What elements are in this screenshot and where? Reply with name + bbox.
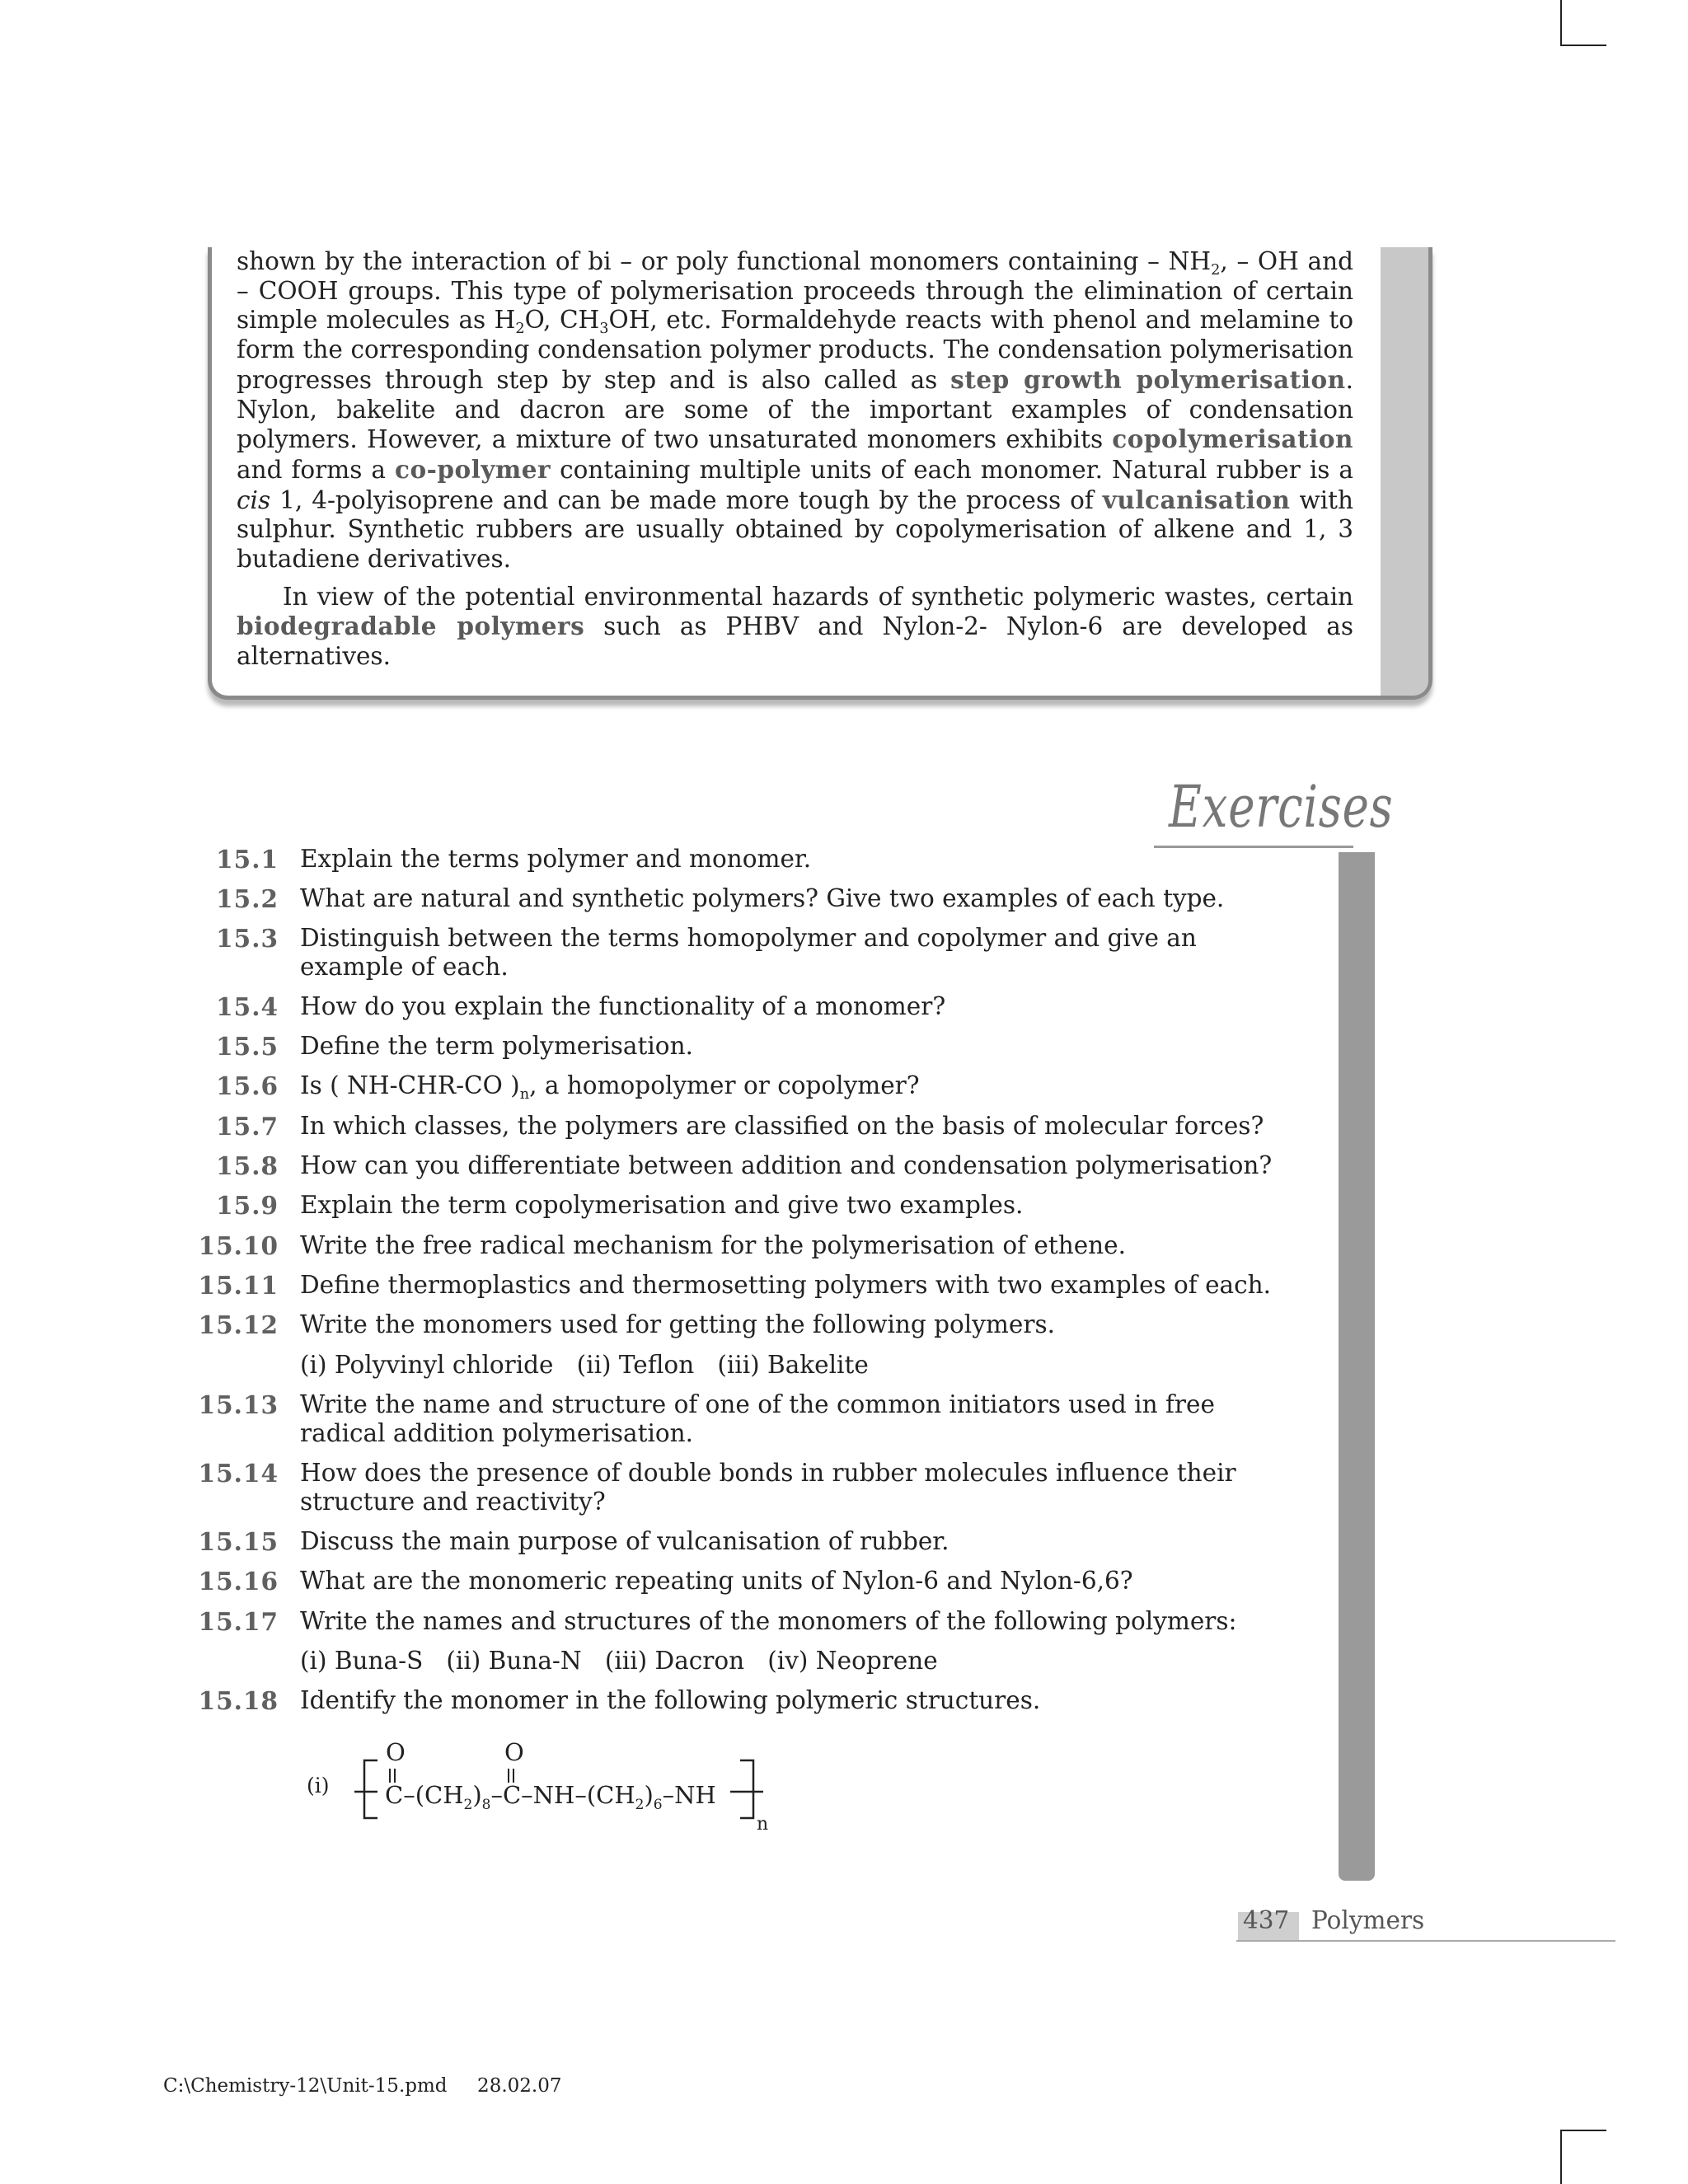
exercise-number: 15.18: [198, 1686, 279, 1715]
exercise-line: What are the monomeric repeating units of Nylon-6 and Nylon-6,6?: [300, 1567, 1133, 1595]
exercise-line: Write the name and structure of one of the common initiators used in free: [300, 1390, 1215, 1418]
exercise-text: [300, 1390, 1363, 1448]
exercise-options: (i) Buna-S (ii) Buna-N (iii) Dacron (iv) Neoprene: [300, 1647, 938, 1675]
exercise-number: 15.5: [216, 1032, 279, 1061]
exercise-text: [300, 1032, 1363, 1061]
polymer-structure-formula: [305, 1737, 799, 1836]
text-run: . Nylon, bakelite and dacron are some of the important examples of condensation polymers. However, a mixture of two unsaturated monomers exhibits: [237, 365, 1353, 454]
formula-subscript-n: n: [757, 1814, 769, 1835]
exercise-line: How does the presence of double bonds in rubber molecules influence their: [300, 1459, 1236, 1487]
exercise-number: 15.14: [198, 1459, 279, 1488]
exercise-text: [300, 1151, 1363, 1180]
text-run: and forms a: [237, 455, 396, 484]
crop-mark-top-horizontal: [1560, 45, 1606, 46]
exercise-line: How do you explain the functionality of a monomer?: [300, 992, 946, 1020]
exercise-line: structure and reactivity?: [300, 1488, 606, 1516]
crop-mark-top-vertical: [1560, 0, 1562, 46]
exercise-text: [300, 1686, 1363, 1715]
exercise-number: 15.2: [216, 884, 279, 913]
exercise-line: Is ( NH-CHR-CO )$_n$, a homopolymer or copolymer?: [300, 1071, 920, 1104]
exercise-number: 15.8: [216, 1151, 279, 1180]
exercise-line: Distinguish between the terms homopolymer and copolymer and give an: [300, 924, 1197, 952]
text-run: shown by the interaction of bi – or poly functional monomers containing – NH: [237, 247, 1212, 275]
exercise-text: [300, 845, 1363, 874]
exercise-text: [300, 1310, 1363, 1339]
summary-side-bar: [1381, 247, 1428, 696]
exercise-line: In which classes, the polymers are classified on the basis of molecular forces?: [300, 1112, 1264, 1140]
exercise-number: 15.10: [198, 1231, 279, 1260]
crop-mark-bottom-horizontal: [1560, 2130, 1606, 2131]
exercise-number: 15.4: [216, 992, 279, 1021]
text-run: In view of the potential environmental hazards of synthetic polymeric wastes, certain: [283, 582, 1353, 611]
exercise-number: 15.17: [198, 1607, 279, 1636]
exercises-heading: Exercises: [1169, 773, 1394, 841]
exercise-text: [300, 1459, 1363, 1516]
exercise-line: radical addition polymerisation.: [300, 1419, 694, 1447]
summary-paragraph-2: [237, 583, 1353, 672]
formula-right-bracket: [740, 1760, 753, 1818]
exercise-number: 15.13: [198, 1390, 279, 1419]
exercise-number: 15.1: [216, 845, 279, 874]
exercise-text: [300, 1231, 1363, 1260]
text-run: OH, etc. Formaldehyde reacts with phenol and melamine to form the corresponding condensation polymer products. The condensation polymerisation progresses through step by step and is also called as: [237, 306, 1353, 394]
exercise-line: Write the names and structures of the monomers of the following polymers:: [300, 1607, 1237, 1635]
subscript: 2: [515, 321, 525, 338]
exercise-number: 15.16: [198, 1567, 279, 1596]
crop-mark-bottom-vertical: [1560, 2130, 1562, 2184]
formula-label: (i): [307, 1774, 330, 1797]
formula-chain: $C-(CH_2)_8-C-NH-(CH_2)_6-NH$: [385, 1781, 716, 1813]
exercise-text: [300, 1112, 1363, 1141]
summary-paragraph-1: [237, 247, 1353, 574]
keyword-term: co-polymer: [395, 454, 551, 484]
exercise-text: [300, 1071, 1363, 1104]
exercise-line: Write the free radical mechanism for the polymerisation of ethene.: [300, 1231, 1126, 1259]
text-run: such as PHBV and Nylon-2- Nylon-6 are developed as alternatives.: [237, 612, 1354, 671]
text-run: O, CH: [524, 306, 600, 335]
keyword-term: step growth polymerisation: [950, 364, 1346, 394]
formula-oxygen-2: O: [504, 1738, 524, 1766]
exercise-text: [300, 1191, 1363, 1220]
exercise-line: Explain the term copolymerisation and give two examples.: [300, 1191, 1024, 1219]
exercise-line: Write the monomers used for getting the following polymers.: [300, 1310, 1055, 1338]
exercise-line: Explain the terms polymer and monomer.: [300, 845, 812, 873]
exercise-line: example of each.: [300, 953, 509, 981]
text-run: , – OH and – COOH groups. This type of polymerisation proceeds through the elimination of certain simple molecules as H: [237, 247, 1354, 335]
exercise-text: [300, 1271, 1363, 1300]
exercise-text: [300, 884, 1363, 913]
exercise-number: 15.9: [216, 1191, 279, 1220]
exercise-options: (i) Polyvinyl chloride (ii) Teflon (iii) Bakelite: [300, 1351, 869, 1379]
exercise-number: 15.7: [216, 1112, 279, 1141]
subscript: n: [519, 1086, 530, 1104]
subscript: 2: [1211, 262, 1221, 279]
italic-term: cis: [237, 485, 271, 514]
exercise-text: [300, 1527, 1363, 1556]
summary-box: [208, 247, 1432, 700]
exercise-number: 15.15: [198, 1527, 279, 1556]
exercise-text: [300, 1567, 1363, 1596]
file-info: C:\Chemistry-12\Unit-15.pmd 28.02.07: [163, 2075, 562, 2097]
keyword-term: copolymerisation: [1112, 424, 1353, 454]
page-number: 437: [1243, 1906, 1290, 1934]
exercise-line: Define thermoplastics and thermosetting polymers with two examples of each.: [300, 1271, 1272, 1299]
exercise-text: [300, 924, 1363, 982]
text-run: 1, 4-polyisoprene and can be made more tough by the process of: [270, 485, 1103, 514]
exercise-line: Discuss the main purpose of vulcanisation of rubber.: [300, 1527, 950, 1555]
keyword-term: biodegradable polymers: [237, 612, 585, 641]
exercise-number: 15.3: [216, 924, 279, 953]
text-run: with sulphur. Synthetic rubbers are usually obtained by copolymerisation of alkene and 1, 3 butadiene derivatives.: [237, 485, 1353, 574]
formula-left-bracket: [364, 1760, 377, 1818]
footer-rule: [1236, 1940, 1615, 1942]
text-run: containing multiple units of each monomer. Natural rubber is a: [551, 455, 1353, 484]
running-footer-title: Polymers: [1311, 1906, 1425, 1934]
exercise-number: 15.11: [198, 1271, 279, 1300]
subscript: 3: [599, 321, 609, 338]
formula-oxygen-1: O: [386, 1738, 406, 1766]
exercise-text: [300, 1607, 1363, 1636]
exercise-line: Define the term polymerisation.: [300, 1032, 693, 1060]
exercise-number: 15.12: [198, 1310, 279, 1339]
exercise-text: [300, 992, 1363, 1021]
summary-text: [237, 247, 1353, 672]
exercise-line: What are natural and synthetic polymers? Give two examples of each type.: [300, 884, 1225, 912]
exercise-number: 15.6: [216, 1071, 279, 1100]
exercise-line: How can you differentiate between addition and condensation polymerisation?: [300, 1151, 1273, 1179]
keyword-term: vulcanisation: [1102, 485, 1291, 514]
exercise-line: Identify the monomer in the following polymeric structures.: [300, 1686, 1041, 1714]
